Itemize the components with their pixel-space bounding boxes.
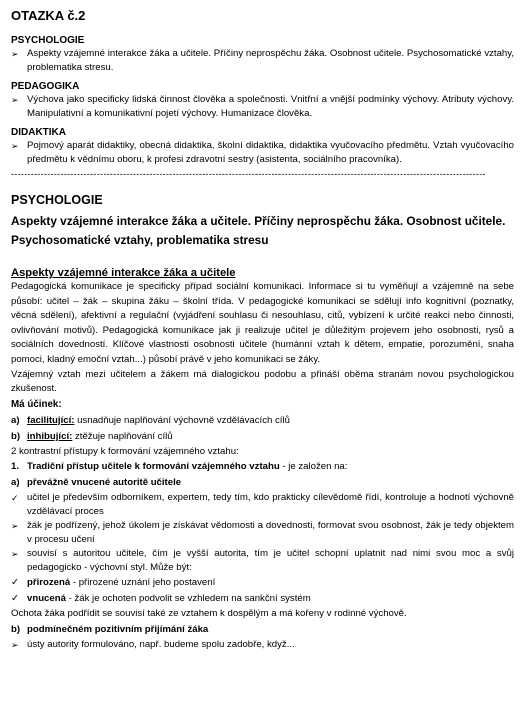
summary-text: Pojmový aparát didaktiky, obecná didaktika, školní didaktika, didaktika vyučovacího předmětu. Vztah vyučovacího předmětu k vědnímu oboru, k profesi zdravotní sestry (asistenta, sociálního pracovníka). bbox=[27, 140, 514, 165]
list-item bbox=[11, 622, 514, 638]
list-text: usnadňuje naplňování výchovně vzdělávacích cílů bbox=[74, 414, 290, 426]
list-item bbox=[11, 475, 514, 491]
list-term: inhibující: bbox=[27, 430, 73, 442]
arrow-bullet-icon: ➢ bbox=[11, 639, 19, 650]
paragraph: Ochota žáka podřídit se souvisí také ze vztahem k dospělým a má kořeny v rodinné výchově. bbox=[11, 608, 407, 620]
section-heading: PSYCHOLOGIE bbox=[11, 193, 103, 207]
list-item bbox=[11, 491, 514, 519]
list-text: ústy autority formulováno, např. budeme spolu zadobře, když... bbox=[27, 638, 295, 650]
list-text: ztěžuje naplňování cílů bbox=[72, 430, 173, 442]
list-text: žák je podřízený, jehož úkolem je získávat vědomosti a dovednosti, formovat svou osobnost, žák je tedy objektem v procesu učení bbox=[27, 520, 514, 546]
dashed-separator: ------------------------------------------------------------------------------------------------------------------------------------------------ bbox=[11, 169, 486, 179]
impact-label: Má účinek: bbox=[11, 398, 62, 410]
summary-heading-pedagogika: PEDAGOGIKA bbox=[11, 81, 80, 92]
list-text: - přirozené uznání jeho postavení bbox=[70, 577, 216, 589]
list-item bbox=[11, 459, 514, 475]
summary-item-pedagogika bbox=[11, 93, 514, 121]
summary-heading-didaktika: DIDAKTIKA bbox=[11, 127, 66, 138]
list-text: - žák je ochoten podvolit se vzhledem na sankční systém bbox=[65, 593, 311, 605]
paragraph: Pedagogická komunikace je specificky případ sociální komunikaci. Informace si tu vyměňují a vzájemně na sebe působí: učitel – žák – skupina žáku – školní třída. V pedagogické komunikaci se sdělují info kognitivní (poznatky, věcná sdělení), afektivní a regulační (vyjádření souhlasu či nesouhlasu, citů, vybízení k určité reakci nebo činnosti, ovlivňování motivů). Pedagogická komunikace jak ji realizuje učitel je důležitým projevem jeho osobnosti, rysů a sociálních dovedností. Klíčové vlastnosti osobnosti učitele (humánní vztah k dětem, empatie, porozumění, snaha pomoci, kladný emoční vztah...) působí právě v jeho komunikaci se žáky. bbox=[11, 281, 514, 365]
list-item bbox=[11, 638, 514, 652]
subsection-heading: Aspekty vzájemné interakce žáka a učitele bbox=[11, 267, 236, 279]
check-icon: ✓ bbox=[11, 593, 20, 605]
check-icon: ✓ bbox=[11, 577, 20, 589]
summary-text: Aspekty vzájemné interakce žáka a učitele. Příčiny neprospěchu žáka. Osobnost učitele. Psychosomatické vztahy, problematika stresu. bbox=[27, 48, 514, 73]
paragraph: Vzájemný vztah mezi učitelem a žákem má dialogickou podobu a přináší oběma stranám novou psychologickou zkušenost. bbox=[11, 368, 514, 395]
paragraph: 2 kontrastní přístupy k formování vzájemného vztahu: bbox=[11, 445, 239, 457]
list-item bbox=[11, 575, 514, 591]
list-term: vnucená bbox=[27, 593, 66, 605]
list-marker: b) bbox=[11, 430, 21, 442]
list-text: učitel je především odborníkem, expertem, tedy tím, kdo prakticky cílevědomě řídí, kontroluje a hodnotí výchovně vzdělávací proces bbox=[27, 492, 514, 518]
arrow-bullet-icon: ➢ bbox=[11, 49, 19, 59]
list-text: - je založen na: bbox=[279, 461, 348, 473]
list-item bbox=[11, 429, 514, 445]
list-term: podmínečném pozitivním přijímání žáka bbox=[27, 623, 209, 635]
arrow-bullet-icon: ➢ bbox=[11, 141, 19, 151]
list-term: převážně vnucené autoritě učitele bbox=[27, 477, 182, 489]
list-term: facilitující: bbox=[27, 414, 75, 426]
list-item bbox=[11, 413, 514, 429]
arrow-bullet-icon: ➢ bbox=[11, 549, 19, 560]
list-term: Tradiční přístup učitele k formování vzájemného vztahu bbox=[27, 461, 280, 473]
check-icon: ✓ bbox=[11, 493, 19, 504]
list-term: přirozená bbox=[27, 577, 71, 589]
list-item bbox=[11, 519, 514, 547]
summary-heading-psychologie: PSYCHOLOGIE bbox=[11, 35, 85, 46]
list-marker: a) bbox=[11, 414, 20, 426]
arrow-bullet-icon: ➢ bbox=[11, 521, 19, 532]
list-text: souvisí s autoritou učitele, čím je vyšší autorita, tím je učitel schopní uplatnit nad nimi svou moc a svůj pedagogicko - výchovní styl. Může být: bbox=[27, 548, 514, 574]
summary-item-psychologie bbox=[11, 47, 514, 75]
page-title: OTAZKA č.2 bbox=[11, 8, 86, 23]
list-marker: a) bbox=[11, 477, 20, 489]
summary-item-didaktika bbox=[11, 139, 514, 167]
list-item bbox=[11, 591, 514, 607]
list-marker: b) bbox=[11, 623, 21, 635]
section-title: Aspekty vzájemné interakce žáka a učitele. Příčiny neprospěchu žáka. Osobnost učitele. Psychosomatické vztahy, problematika stresu bbox=[11, 214, 506, 247]
summary-text: Výchova jako specificky lidská činnost člověka a společnosti. Vnitřní a vnější podmínky výchovy. Atributy výchovy. Manipulativní a komunikativní pojetí výchovy. Humanizace člověka. bbox=[27, 94, 514, 119]
list-marker: 1. bbox=[11, 461, 20, 473]
arrow-bullet-icon: ➢ bbox=[11, 95, 19, 105]
list-item bbox=[11, 547, 514, 575]
